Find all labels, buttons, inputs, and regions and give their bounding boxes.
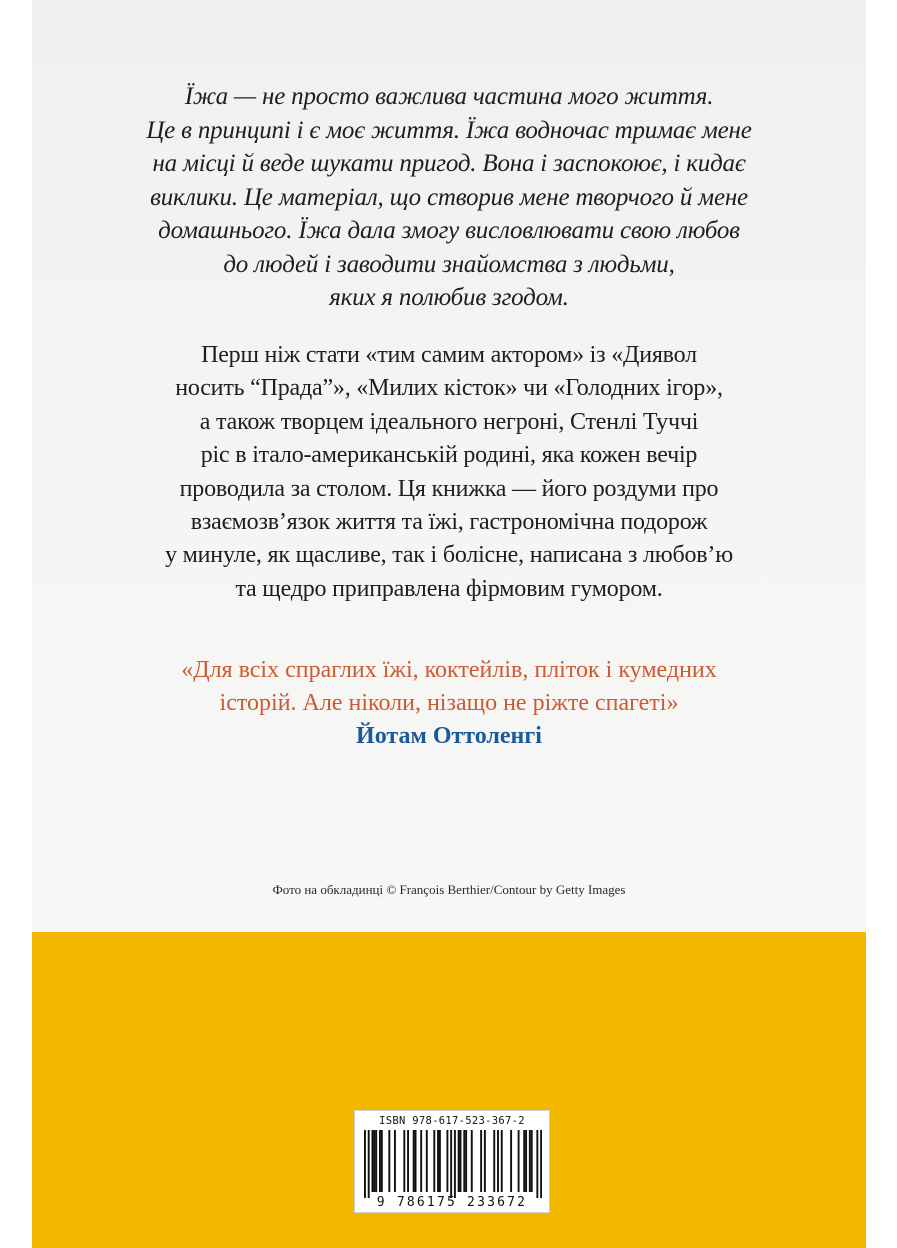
quote-line: історій. Але ніколи, нізащо не ріжте спагеті» [219, 690, 679, 716]
barcode-guard-bar [450, 1130, 452, 1198]
intro-line: Їжа — не просто важлива частина мого життя. [184, 83, 714, 110]
barcode-bar [531, 1130, 533, 1192]
barcode-bar [403, 1130, 405, 1192]
barcode-bar [373, 1130, 375, 1192]
description-line: Перш ніж стати «тим самим актором» із «Диявол [201, 342, 697, 368]
blurb-quote [92, 654, 806, 753]
description-line: проводила за столом. Ця книжка — його роздуми про [179, 475, 719, 502]
intro-line: яких я полюбив згодом. [329, 284, 569, 311]
barcode-bar [465, 1130, 467, 1192]
barcode-bar [446, 1130, 448, 1192]
barcode-bar [523, 1130, 525, 1192]
barcode-bar [463, 1130, 465, 1192]
intro-line: на місці й веде шукати пригод. Вона і заспокоює, і кидає [152, 150, 746, 177]
isbn-label: ISBN 978-617-523-367-2 [379, 1115, 525, 1127]
book-back-cover [32, 0, 866, 1248]
barcode-guard-bar [454, 1130, 456, 1198]
barcode-bar [510, 1130, 512, 1192]
barcode-bar [415, 1130, 417, 1192]
intro-line: виклики. Це матеріал, що створив мене творчого й мене [150, 183, 748, 211]
description-line: носить “Прада”», «Милих кісток» чи «Голодних ігор», [175, 375, 723, 402]
barcode-bar [388, 1130, 390, 1192]
barcode-bar [497, 1130, 499, 1192]
barcode-bar [493, 1130, 495, 1192]
barcode-bar [379, 1130, 381, 1192]
quote-line: «Для всіх спраглих їжі, коктейлів, пліток і кумедних [181, 657, 717, 683]
description-line: а також творцем ідеального негроні, Стенлі Туччі [199, 408, 699, 435]
barcode-bar [484, 1130, 486, 1192]
barcode-bar [407, 1130, 409, 1192]
barcode-bar [471, 1130, 473, 1192]
barcode-guard-bar [368, 1130, 370, 1198]
barcode-guard-bar [540, 1130, 542, 1198]
barcode-guard-bar [536, 1130, 538, 1198]
barcode-bar [480, 1130, 482, 1192]
description-line: та щедро приправлена фірмовим гумором. [235, 575, 663, 602]
barcode-bars [364, 1130, 542, 1198]
intro-line: Це в принципі і є моє життя. Їжа водночас тримає мене [146, 116, 752, 144]
barcode-bar [458, 1130, 460, 1192]
barcode-bar [420, 1130, 422, 1192]
barcode-digits: 9 786175 233672 [376, 1195, 528, 1210]
barcode-bar [525, 1130, 527, 1192]
description-line: взаємозв’язок життя та їжі, гастрономічна подорож [190, 509, 708, 536]
barcode-bar [518, 1130, 520, 1192]
barcode-bar [439, 1130, 441, 1192]
barcode-bar [426, 1130, 428, 1192]
barcode-bar [371, 1130, 373, 1192]
barcode-bar [529, 1130, 531, 1192]
photo-credit: Фото на обкладинці © François Berthier/Contour by Getty Images [272, 882, 626, 897]
description-line: ріс в італо-американській родині, яка кожен вечір [200, 442, 698, 469]
intro-line: домашнього. Їжа дала змогу висловлювати свою любов [158, 217, 740, 244]
barcode-guard-bar [364, 1130, 366, 1198]
isbn-barcode [354, 1110, 550, 1213]
barcode-bar [460, 1130, 462, 1192]
barcode-bar [501, 1130, 503, 1192]
description-paragraph [92, 339, 806, 606]
intro-italic-paragraph [92, 80, 806, 315]
cover-upper-panel [32, 0, 866, 932]
barcode-bar [433, 1130, 435, 1192]
description-line: у минуле, як щасливе, так і болісне, написана з любов’ю [165, 542, 733, 569]
barcode-bar [394, 1130, 396, 1192]
intro-line: до людей і заводити знайомства з людьми, [223, 250, 675, 278]
barcode-bar [413, 1130, 415, 1192]
barcode-bar [437, 1130, 439, 1192]
barcode-bar [375, 1130, 377, 1192]
barcode-bar [381, 1130, 383, 1192]
quote-author: Йотам Оттоленгі [356, 723, 542, 749]
